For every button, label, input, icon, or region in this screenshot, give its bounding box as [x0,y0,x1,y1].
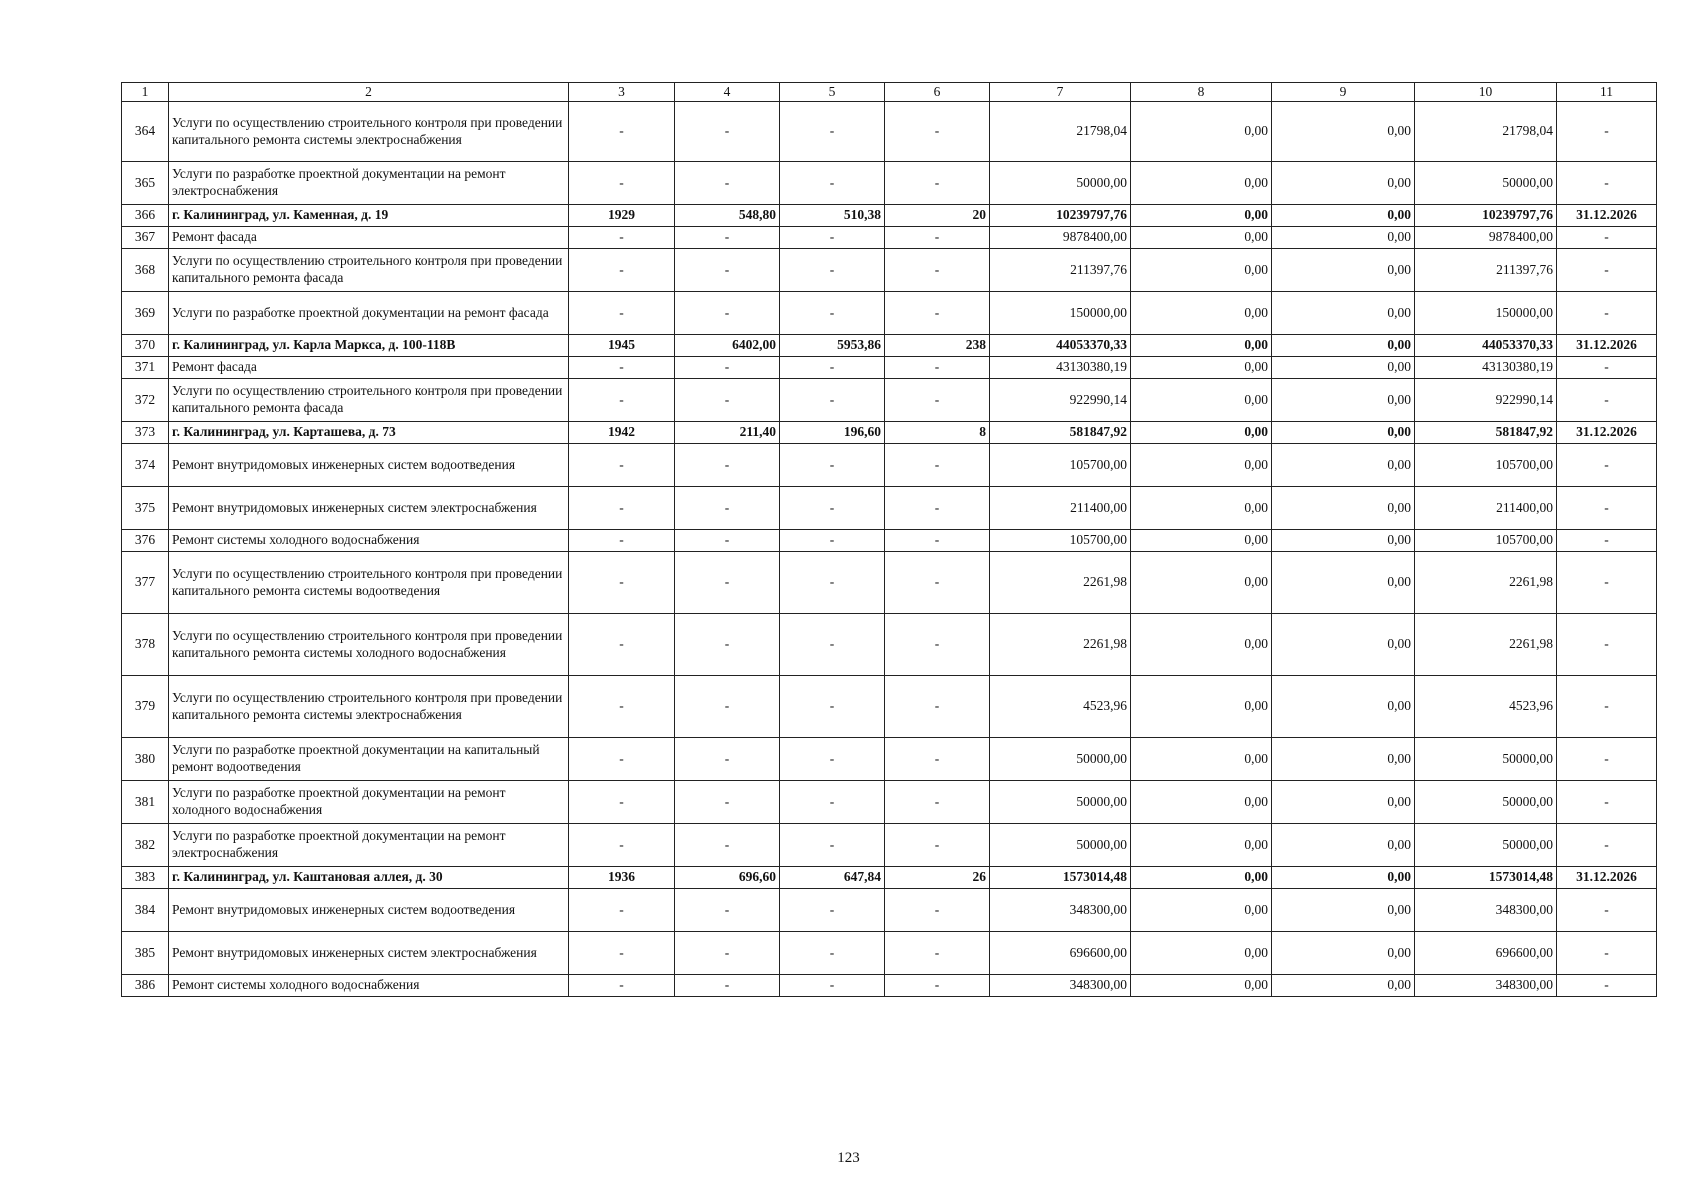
address-row [122,867,1657,889]
residents-cell: - [885,357,990,379]
work-item-row [122,249,1657,292]
year-cell: - [569,227,675,249]
year-cell: - [569,824,675,867]
work-item-row [122,614,1657,676]
cost-other-cell: 0,00 [1272,422,1415,444]
description-cell: Ремонт внутридомовых инженерных систем электроснабжения [169,932,569,975]
cost-owners-cell: 9878400,00 [1415,227,1557,249]
cost-total-cell: 922990,14 [990,379,1131,422]
residents-cell: 8 [885,422,990,444]
area-living-cell: - [780,379,885,422]
cost-fund-cell: 0,00 [1131,676,1272,738]
cost-owners-cell: 10239797,76 [1415,205,1557,227]
area-total-cell: 6402,00 [675,335,780,357]
description-cell: Услуги по осуществлению строительного контроля при проведении капитального ремонта системы холодного водоснабжения [169,614,569,676]
row-number-cell: 378 [122,614,169,676]
column-number-5: 5 [780,83,885,102]
area-living-cell: - [780,975,885,997]
column-number-8: 8 [1131,83,1272,102]
cost-total-cell: 105700,00 [990,444,1131,487]
area-total-cell: - [675,781,780,824]
description-cell: г. Калининград, ул. Каштановая аллея, д. 30 [169,867,569,889]
area-living-cell: - [780,357,885,379]
cost-other-cell: 0,00 [1272,781,1415,824]
cost-other-cell: 0,00 [1272,102,1415,162]
cost-fund-cell: 0,00 [1131,162,1272,205]
work-item-row [122,227,1657,249]
residents-cell: - [885,162,990,205]
residents-cell: - [885,824,990,867]
area-total-cell: - [675,738,780,781]
cost-owners-cell: 2261,98 [1415,552,1557,614]
cost-total-cell: 696600,00 [990,932,1131,975]
area-total-cell: - [675,487,780,530]
residents-cell: - [885,781,990,824]
residents-cell: 20 [885,205,990,227]
year-cell: - [569,292,675,335]
cost-owners-cell: 50000,00 [1415,824,1557,867]
column-number-11: 11 [1557,83,1657,102]
description-cell: Ремонт системы холодного водоснабжения [169,975,569,997]
area-total-cell: - [675,162,780,205]
completion-date-cell: - [1557,824,1657,867]
cost-owners-cell: 348300,00 [1415,975,1557,997]
row-number-cell: 384 [122,889,169,932]
cost-fund-cell: 0,00 [1131,614,1272,676]
cost-fund-cell: 0,00 [1131,335,1272,357]
description-cell: Услуги по разработке проектной документации на капитальный ремонт водоотведения [169,738,569,781]
row-number-cell: 366 [122,205,169,227]
residents-cell: - [885,102,990,162]
cost-total-cell: 4523,96 [990,676,1131,738]
cost-owners-cell: 1573014,48 [1415,867,1557,889]
area-living-cell: - [780,530,885,552]
cost-owners-cell: 105700,00 [1415,444,1557,487]
area-living-cell: - [780,487,885,530]
column-number-2: 2 [169,83,569,102]
completion-date-cell: 31.12.2026 [1557,335,1657,357]
cost-other-cell: 0,00 [1272,552,1415,614]
cost-other-cell: 0,00 [1272,444,1415,487]
table-body [122,83,1657,997]
cost-total-cell: 2261,98 [990,552,1131,614]
cost-other-cell: 0,00 [1272,889,1415,932]
row-number-cell: 379 [122,676,169,738]
work-item-row [122,162,1657,205]
cost-fund-cell: 0,00 [1131,781,1272,824]
cost-owners-cell: 211400,00 [1415,487,1557,530]
address-row [122,422,1657,444]
cost-owners-cell: 21798,04 [1415,102,1557,162]
residents-cell: - [885,552,990,614]
cost-fund-cell: 0,00 [1131,867,1272,889]
area-living-cell: - [780,824,885,867]
work-item-row [122,487,1657,530]
cost-other-cell: 0,00 [1272,824,1415,867]
area-living-cell: - [780,889,885,932]
row-number-cell: 368 [122,249,169,292]
area-total-cell: 211,40 [675,422,780,444]
description-cell: Услуги по осуществлению строительного контроля при проведении капитального ремонта фасада [169,379,569,422]
description-cell: Услуги по разработке проектной документации на ремонт электроснабжения [169,824,569,867]
year-cell: - [569,530,675,552]
area-living-cell: - [780,552,885,614]
cost-fund-cell: 0,00 [1131,205,1272,227]
cost-owners-cell: 4523,96 [1415,676,1557,738]
work-item-row [122,889,1657,932]
cost-total-cell: 581847,92 [990,422,1131,444]
cost-total-cell: 21798,04 [990,102,1131,162]
area-living-cell: - [780,781,885,824]
cost-fund-cell: 0,00 [1131,552,1272,614]
residents-cell: - [885,530,990,552]
cost-total-cell: 44053370,33 [990,335,1131,357]
cost-owners-cell: 43130380,19 [1415,357,1557,379]
completion-date-cell: - [1557,614,1657,676]
area-living-cell: - [780,614,885,676]
completion-date-cell: 31.12.2026 [1557,422,1657,444]
completion-date-cell: - [1557,249,1657,292]
row-number-cell: 365 [122,162,169,205]
completion-date-cell: - [1557,530,1657,552]
column-number-3: 3 [569,83,675,102]
row-number-cell: 381 [122,781,169,824]
row-number-cell: 371 [122,357,169,379]
completion-date-cell: - [1557,444,1657,487]
cost-total-cell: 50000,00 [990,824,1131,867]
area-total-cell: - [675,227,780,249]
cost-other-cell: 0,00 [1272,975,1415,997]
completion-date-cell: - [1557,162,1657,205]
column-number-4: 4 [675,83,780,102]
data-table [121,82,1657,997]
residents-cell: - [885,889,990,932]
cost-other-cell: 0,00 [1272,530,1415,552]
completion-date-cell: - [1557,932,1657,975]
cost-other-cell: 0,00 [1272,162,1415,205]
area-living-cell: - [780,738,885,781]
area-total-cell: 696,60 [675,867,780,889]
cost-total-cell: 50000,00 [990,162,1131,205]
cost-fund-cell: 0,00 [1131,422,1272,444]
area-living-cell: - [780,227,885,249]
year-cell: 1942 [569,422,675,444]
description-cell: г. Калининград, ул. Карташева, д. 73 [169,422,569,444]
column-number-1: 1 [122,83,169,102]
year-cell: 1936 [569,867,675,889]
work-item-row [122,932,1657,975]
completion-date-cell: - [1557,676,1657,738]
completion-date-cell: - [1557,889,1657,932]
row-number-cell: 369 [122,292,169,335]
cost-total-cell: 43130380,19 [990,357,1131,379]
column-number-9: 9 [1272,83,1415,102]
cost-other-cell: 0,00 [1272,249,1415,292]
cost-total-cell: 211400,00 [990,487,1131,530]
completion-date-cell: - [1557,487,1657,530]
cost-other-cell: 0,00 [1272,227,1415,249]
completion-date-cell: - [1557,975,1657,997]
description-cell: г. Калининград, ул. Карла Маркса, д. 100-118В [169,335,569,357]
description-cell: Ремонт фасада [169,227,569,249]
completion-date-cell: - [1557,357,1657,379]
area-total-cell: 548,80 [675,205,780,227]
year-cell: - [569,249,675,292]
cost-fund-cell: 0,00 [1131,227,1272,249]
area-living-cell: - [780,249,885,292]
cost-fund-cell: 0,00 [1131,824,1272,867]
area-living-cell: - [780,444,885,487]
cost-other-cell: 0,00 [1272,292,1415,335]
cost-fund-cell: 0,00 [1131,379,1272,422]
cost-fund-cell: 0,00 [1131,738,1272,781]
row-number-cell: 375 [122,487,169,530]
work-item-row [122,530,1657,552]
completion-date-cell: 31.12.2026 [1557,205,1657,227]
area-total-cell: - [675,824,780,867]
cost-other-cell: 0,00 [1272,335,1415,357]
row-number-cell: 376 [122,530,169,552]
row-number-cell: 373 [122,422,169,444]
completion-date-cell: - [1557,379,1657,422]
area-total-cell: - [675,249,780,292]
row-number-cell: 383 [122,867,169,889]
work-item-row [122,292,1657,335]
residents-cell: - [885,614,990,676]
area-living-cell: 5953,86 [780,335,885,357]
work-item-row [122,975,1657,997]
area-living-cell: 196,60 [780,422,885,444]
year-cell: - [569,102,675,162]
cost-fund-cell: 0,00 [1131,292,1272,335]
year-cell: - [569,357,675,379]
row-number-cell: 386 [122,975,169,997]
area-total-cell: - [675,357,780,379]
cost-total-cell: 10239797,76 [990,205,1131,227]
area-total-cell: - [675,889,780,932]
area-total-cell: - [675,379,780,422]
work-item-row [122,379,1657,422]
area-total-cell: - [675,292,780,335]
cost-fund-cell: 0,00 [1131,357,1272,379]
year-cell: 1945 [569,335,675,357]
description-cell: Услуги по осуществлению строительного контроля при проведении капитального ремонта системы электроснабжения [169,102,569,162]
column-number-6: 6 [885,83,990,102]
year-cell: - [569,487,675,530]
column-number-row [122,83,1657,102]
cost-fund-cell: 0,00 [1131,249,1272,292]
description-cell: Услуги по разработке проектной документации на ремонт фасада [169,292,569,335]
completion-date-cell: 31.12.2026 [1557,867,1657,889]
cost-fund-cell: 0,00 [1131,102,1272,162]
residents-cell: - [885,379,990,422]
description-cell: Услуги по осуществлению строительного контроля при проведении капитального ремонта системы водоотведения [169,552,569,614]
description-cell: Ремонт системы холодного водоснабжения [169,530,569,552]
completion-date-cell: - [1557,738,1657,781]
cost-total-cell: 348300,00 [990,975,1131,997]
area-total-cell: - [675,614,780,676]
completion-date-cell: - [1557,292,1657,335]
description-cell: Услуги по разработке проектной документации на ремонт электроснабжения [169,162,569,205]
year-cell: - [569,379,675,422]
year-cell: - [569,162,675,205]
description-cell: Услуги по осуществлению строительного контроля при проведении капитального ремонта фасада [169,249,569,292]
area-living-cell: - [780,932,885,975]
cost-owners-cell: 211397,76 [1415,249,1557,292]
year-cell: - [569,738,675,781]
residents-cell: - [885,292,990,335]
cost-fund-cell: 0,00 [1131,487,1272,530]
cost-other-cell: 0,00 [1272,614,1415,676]
area-living-cell: 647,84 [780,867,885,889]
cost-owners-cell: 581847,92 [1415,422,1557,444]
description-cell: Услуги по осуществлению строительного контроля при проведении капитального ремонта системы электроснабжения [169,676,569,738]
area-living-cell: - [780,162,885,205]
cost-other-cell: 0,00 [1272,357,1415,379]
description-cell: Ремонт фасада [169,357,569,379]
area-total-cell: - [675,676,780,738]
cost-total-cell: 105700,00 [990,530,1131,552]
cost-total-cell: 50000,00 [990,738,1131,781]
row-number-cell: 367 [122,227,169,249]
year-cell: - [569,932,675,975]
residents-cell: - [885,444,990,487]
cost-fund-cell: 0,00 [1131,889,1272,932]
completion-date-cell: - [1557,227,1657,249]
cost-total-cell: 348300,00 [990,889,1131,932]
completion-date-cell: - [1557,781,1657,824]
area-total-cell: - [675,444,780,487]
cost-owners-cell: 150000,00 [1415,292,1557,335]
row-number-cell: 374 [122,444,169,487]
area-living-cell: 510,38 [780,205,885,227]
cost-owners-cell: 348300,00 [1415,889,1557,932]
completion-date-cell: - [1557,102,1657,162]
description-cell: Услуги по разработке проектной документации на ремонт холодного водоснабжения [169,781,569,824]
cost-total-cell: 2261,98 [990,614,1131,676]
area-total-cell: - [675,102,780,162]
cost-total-cell: 1573014,48 [990,867,1131,889]
row-number-cell: 382 [122,824,169,867]
residents-cell: - [885,227,990,249]
year-cell: - [569,676,675,738]
year-cell: - [569,552,675,614]
residents-cell: 26 [885,867,990,889]
cost-owners-cell: 50000,00 [1415,781,1557,824]
residents-cell: 238 [885,335,990,357]
address-row [122,205,1657,227]
row-number-cell: 370 [122,335,169,357]
page-number: 123 [837,1150,860,1166]
cost-other-cell: 0,00 [1272,676,1415,738]
cost-owners-cell: 44053370,33 [1415,335,1557,357]
cost-owners-cell: 105700,00 [1415,530,1557,552]
work-item-row [122,552,1657,614]
row-number-cell: 385 [122,932,169,975]
cost-total-cell: 211397,76 [990,249,1131,292]
year-cell: - [569,975,675,997]
work-item-row [122,102,1657,162]
cost-total-cell: 150000,00 [990,292,1131,335]
cost-other-cell: 0,00 [1272,867,1415,889]
year-cell: 1929 [569,205,675,227]
address-row [122,335,1657,357]
residents-cell: - [885,932,990,975]
row-number-cell: 377 [122,552,169,614]
cost-other-cell: 0,00 [1272,932,1415,975]
description-cell: Ремонт внутридомовых инженерных систем водоотведения [169,889,569,932]
work-item-row [122,676,1657,738]
cost-other-cell: 0,00 [1272,738,1415,781]
description-cell: г. Калининград, ул. Каменная, д. 19 [169,205,569,227]
year-cell: - [569,889,675,932]
row-number-cell: 364 [122,102,169,162]
cost-other-cell: 0,00 [1272,205,1415,227]
work-item-row [122,444,1657,487]
work-item-row [122,824,1657,867]
completion-date-cell: - [1557,552,1657,614]
cost-total-cell: 50000,00 [990,781,1131,824]
column-number-10: 10 [1415,83,1557,102]
year-cell: - [569,614,675,676]
cost-fund-cell: 0,00 [1131,530,1272,552]
year-cell: - [569,781,675,824]
cost-other-cell: 0,00 [1272,379,1415,422]
row-number-cell: 372 [122,379,169,422]
residents-cell: - [885,487,990,530]
row-number-cell: 380 [122,738,169,781]
residents-cell: - [885,249,990,292]
cost-other-cell: 0,00 [1272,487,1415,530]
area-total-cell: - [675,552,780,614]
cost-fund-cell: 0,00 [1131,975,1272,997]
work-item-row [122,781,1657,824]
residents-cell: - [885,738,990,781]
area-total-cell: - [675,530,780,552]
work-item-row [122,738,1657,781]
area-living-cell: - [780,102,885,162]
area-living-cell: - [780,676,885,738]
year-cell: - [569,444,675,487]
area-living-cell: - [780,292,885,335]
work-item-row [122,357,1657,379]
area-total-cell: - [675,932,780,975]
cost-total-cell: 9878400,00 [990,227,1131,249]
residents-cell: - [885,975,990,997]
description-cell: Ремонт внутридомовых инженерных систем водоотведения [169,444,569,487]
cost-fund-cell: 0,00 [1131,444,1272,487]
area-total-cell: - [675,975,780,997]
cost-owners-cell: 922990,14 [1415,379,1557,422]
cost-owners-cell: 50000,00 [1415,738,1557,781]
cost-owners-cell: 696600,00 [1415,932,1557,975]
cost-owners-cell: 2261,98 [1415,614,1557,676]
residents-cell: - [885,676,990,738]
cost-owners-cell: 50000,00 [1415,162,1557,205]
cost-fund-cell: 0,00 [1131,932,1272,975]
description-cell: Ремонт внутридомовых инженерных систем электроснабжения [169,487,569,530]
column-number-7: 7 [990,83,1131,102]
